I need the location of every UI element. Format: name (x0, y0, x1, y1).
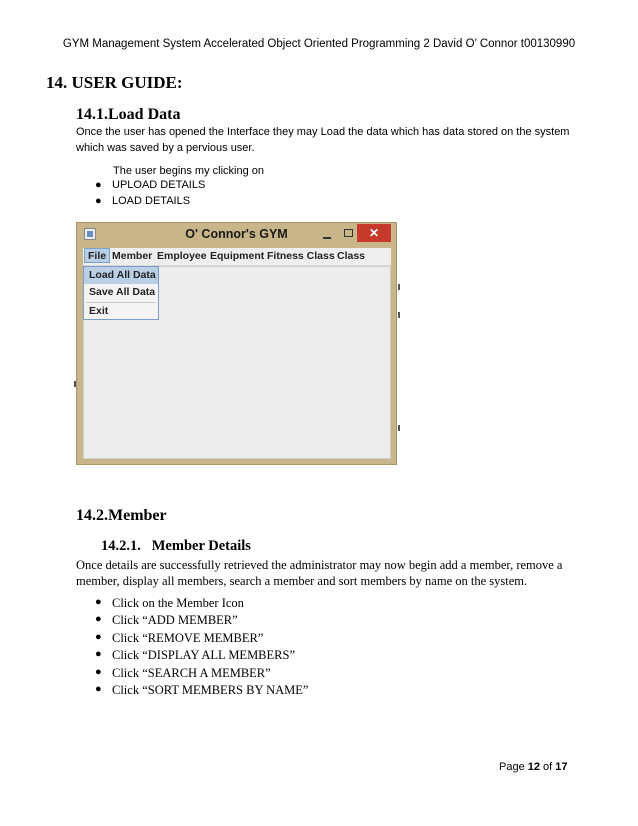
menu-member[interactable]: Member (112, 250, 153, 262)
close-button[interactable]: ✕ (357, 224, 391, 242)
member-details-heading: 14.2.1. Member Details (101, 538, 251, 554)
minimize-button[interactable] (318, 229, 336, 241)
menu-fitness-class[interactable]: Fitness Class (267, 250, 335, 262)
margin-mark (398, 284, 400, 290)
app-window (76, 222, 397, 465)
bullet-icon: ● (95, 613, 102, 625)
bullet-icon: ● (95, 631, 102, 643)
bullet-icon: ● (95, 179, 102, 191)
margin-mark (398, 312, 400, 318)
menu-item-exit[interactable]: Exit (89, 305, 109, 317)
current-page: 12 (527, 761, 540, 773)
list-item: ● Click “DISPLAY ALL MEMBERS” (95, 648, 295, 662)
margin-mark (398, 425, 400, 431)
maximize-button[interactable] (339, 227, 357, 241)
window-titlebar (77, 223, 396, 247)
window-title: O' Connor's GYM (185, 227, 288, 241)
menu-item-save-all-data[interactable]: Save All Data (89, 286, 156, 298)
load-data-intro: The user begins my clicking on (113, 165, 265, 177)
load-data-paragraph-line-1: Once the user has opened the Interface they may Load the data which has data stored on the system (76, 126, 570, 138)
menu-class[interactable]: Class (337, 250, 366, 262)
list-item: ● Click “ADD MEMBER” (95, 613, 238, 627)
list-item: ● UPLOAD DETAILS (95, 179, 206, 191)
load-data-paragraph-line-2: which was saved by a pervious user. (76, 142, 255, 154)
menu-item-load-all-data[interactable]: Load All Data (84, 267, 158, 284)
bullet-icon: ● (95, 683, 102, 695)
page-number: Page 12 of 17 (499, 761, 568, 773)
list-item: ● LOAD DETAILS (95, 195, 191, 207)
total-pages: 17 (555, 761, 568, 773)
member-paragraph-line-1: Once details are successfully retrieved the administrator may now begin add a member, remove a (76, 558, 563, 572)
list-item: ● Click “SORT MEMBERS BY NAME” (95, 683, 309, 697)
bullet-icon: ● (95, 596, 102, 608)
list-item: ● Click “REMOVE MEMBER” (95, 631, 264, 645)
list-item: ● Click “SEARCH A MEMBER” (95, 666, 271, 680)
bullet-icon: ● (95, 648, 102, 660)
member-heading: 14.2.Member (76, 507, 167, 524)
margin-mark (74, 381, 76, 387)
member-paragraph-line-2: member, display all members, search a member and sort members by name on the system. (76, 574, 528, 588)
menu-file[interactable]: File (84, 248, 110, 263)
section-title: 14. USER GUIDE: (46, 73, 183, 92)
menu-equipment[interactable]: Equipment (210, 250, 265, 262)
menu-employee[interactable]: Employee (157, 250, 207, 262)
bullet-icon: ● (95, 666, 102, 678)
file-dropdown-menu (83, 266, 159, 320)
menu-bar (83, 248, 391, 266)
bullet-icon: ● (95, 195, 102, 207)
load-data-heading: 14.1.Load Data (76, 106, 181, 123)
page-header: GYM Management System Accelerated Object Oriented Programming 2 David O’ Connor t00130990 (62, 38, 576, 50)
list-item: ● Click on the Member Icon (95, 596, 244, 610)
